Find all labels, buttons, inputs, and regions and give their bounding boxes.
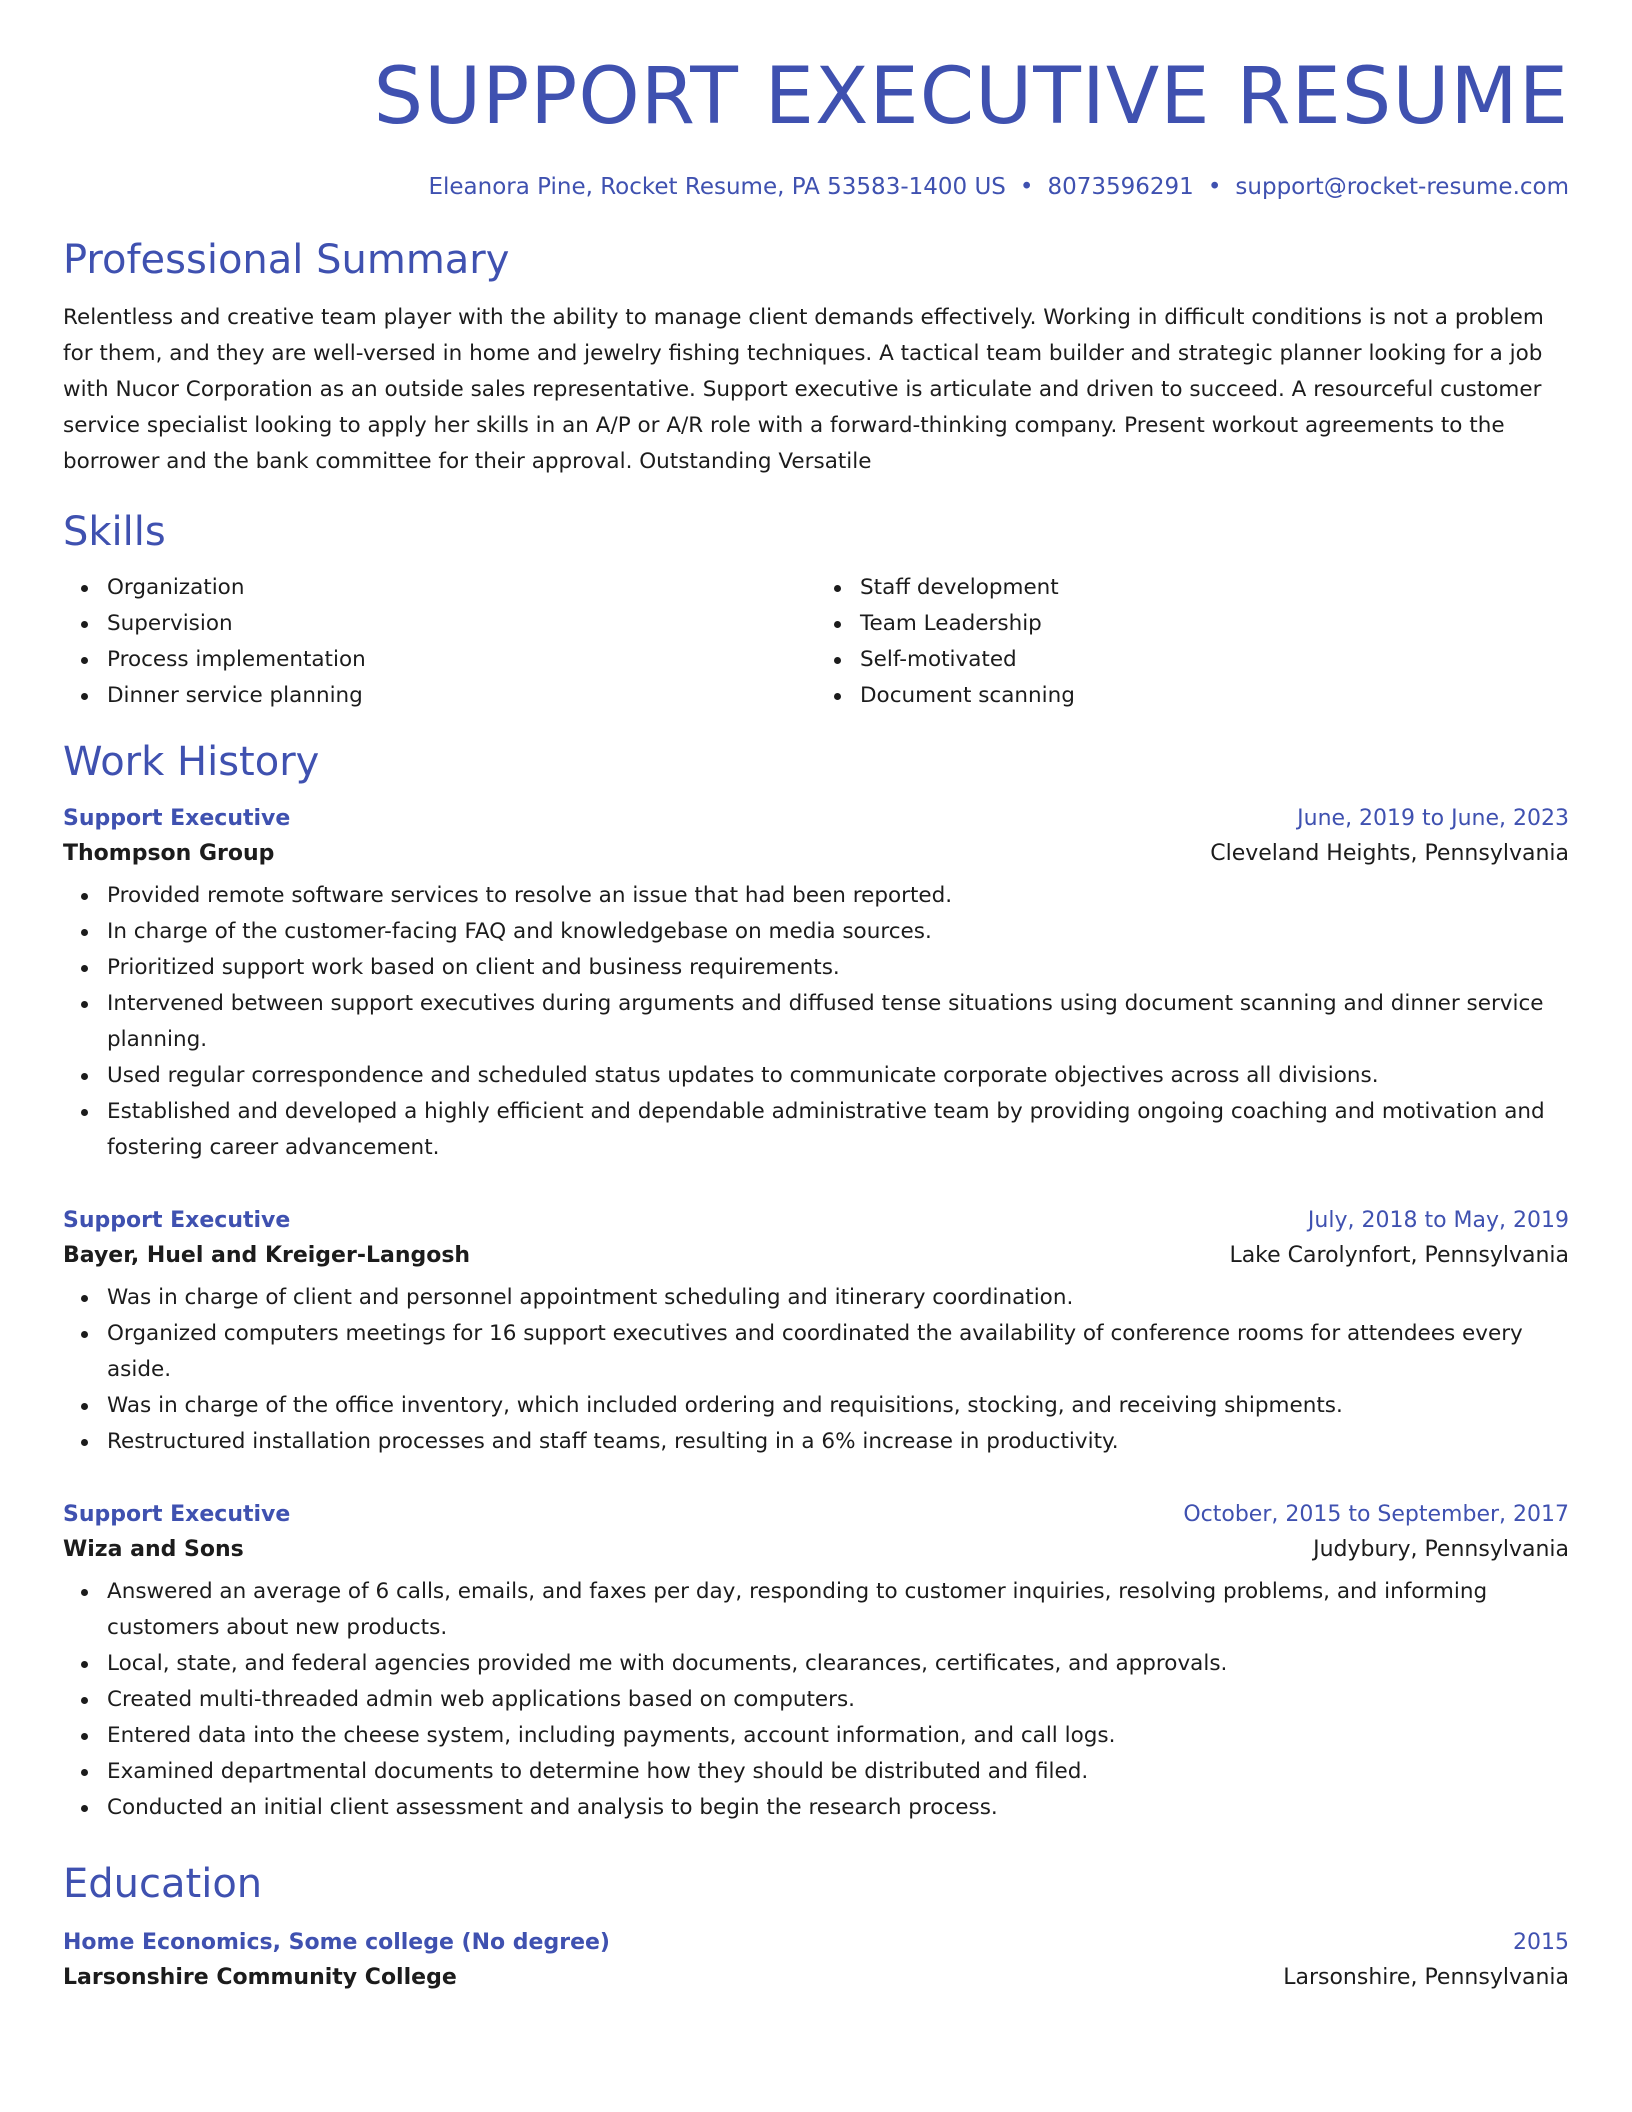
job-bullet: Intervened between support executives during arguments and diffused tense situations using document scanning and dinner service planning.	[107, 986, 1569, 1058]
job-bullet: Created multi-threaded admin web applications based on computers.	[107, 1682, 1569, 1718]
skill-item: Process implementation	[107, 642, 816, 678]
job-bullet: Was in charge of the office inventory, which included ordering and requisitions, stocking, and receiving shipments.	[107, 1388, 1569, 1424]
education-location: Larsonshire, Pennsylvania	[1283, 1965, 1569, 1990]
job-location: Cleveland Heights, Pennsylvania	[1210, 841, 1569, 866]
job-dates: October, 2015 to September, 2017	[1183, 1502, 1569, 1527]
job-dates: June, 2019 to June, 2023	[1297, 806, 1569, 831]
skill-item: Document scanning	[860, 678, 1569, 714]
job-bullets	[63, 1280, 1569, 1460]
skill-item: Organization	[107, 570, 816, 606]
job-location: Lake Carolynfort, Pennsylvania	[1229, 1243, 1569, 1268]
education-heading: Education	[63, 1861, 263, 1907]
job-bullet: Was in charge of client and personnel appointment scheduling and itinerary coordination.	[107, 1280, 1569, 1316]
job-bullet: Examined departmental documents to determine how they should be distributed and filed.	[107, 1754, 1569, 1790]
education-year: 2015	[1513, 1930, 1569, 1955]
job-bullets	[63, 878, 1569, 1166]
skills-list-left	[63, 570, 816, 714]
job-role: Support Executive	[63, 1208, 291, 1233]
education-entry	[63, 1930, 1569, 1990]
job-bullet: In charge of the customer-facing FAQ and knowledgebase on media sources.	[107, 914, 1569, 950]
job-bullet: Prioritized support work based on client and business requirements.	[107, 950, 1569, 986]
job-bullet: Organized computers meetings for 16 support executives and coordinated the availability of conference rooms for attendees every aside.	[107, 1316, 1569, 1388]
job-bullet: Conducted an initial client assessment and analysis to begin the research process.	[107, 1790, 1569, 1826]
job-entry	[63, 806, 1569, 1166]
contact-line	[63, 174, 1569, 200]
contact-email: support@rocket-resume.com	[1235, 174, 1569, 200]
education-degree: Home Economics, Some college (No degree)	[63, 1930, 610, 1955]
job-dates: July, 2018 to May, 2019	[1307, 1208, 1569, 1233]
job-bullet: Entered data into the cheese system, including payments, account information, and call logs.	[107, 1718, 1569, 1754]
job-entry	[63, 1502, 1569, 1826]
job-bullets	[63, 1574, 1569, 1826]
job-bullet: Answered an average of 6 calls, emails, and faxes per day, responding to customer inquiries, resolving problems, and informing customers about new products.	[107, 1574, 1569, 1646]
skill-item: Team Leadership	[860, 606, 1569, 642]
skills-list-right	[816, 570, 1569, 714]
skill-item: Staff development	[860, 570, 1569, 606]
work-history-heading: Work History	[63, 739, 320, 785]
resume-title: SUPPORT EXECUTIVE RESUME	[373, 52, 1569, 142]
job-bullet: Provided remote software services to resolve an issue that had been reported.	[107, 878, 1569, 914]
contact-address: Eleanora Pine, Rocket Resume, PA 53583-1400 US	[428, 174, 1006, 200]
job-bullet: Local, state, and federal agencies provided me with documents, clearances, certificates, and approvals.	[107, 1646, 1569, 1682]
job-location: Judybury, Pennsylvania	[1313, 1537, 1569, 1562]
job-company: Thompson Group	[63, 841, 275, 866]
skills-grid	[63, 570, 1569, 714]
job-role: Support Executive	[63, 806, 291, 831]
job-company: Bayer, Huel and Kreiger-Langosh	[63, 1243, 471, 1268]
skill-item: Supervision	[107, 606, 816, 642]
job-entry	[63, 1208, 1569, 1460]
job-company: Wiza and Sons	[63, 1537, 244, 1562]
job-bullet: Used regular correspondence and scheduled status updates to communicate corporate objectives across all divisions.	[107, 1058, 1569, 1094]
contact-separator: •	[1019, 174, 1034, 200]
job-role: Support Executive	[63, 1502, 291, 1527]
skill-item: Dinner service planning	[107, 678, 816, 714]
contact-separator: •	[1207, 174, 1222, 200]
job-bullet: Established and developed a highly efficient and dependable administrative team by providing ongoing coaching and motivation and fostering career advancement.	[107, 1094, 1569, 1166]
skill-item: Self-motivated	[860, 642, 1569, 678]
education-school: Larsonshire Community College	[63, 1965, 457, 1990]
summary-text: Relentless and creative team player with the ability to manage client demands effectively. Working in difficult conditions is not a problem for them, and they are well-versed in home and jewelry fishing techniques. A tactical team builder and strategic planner looking for a job with Nucor Corporation as an outside sales representative. Support executive is articulate and driven to succeed. A resourceful customer service specialist looking to apply her skills in an A/P or A/R role with a forward-thinking company. Present workout agreements to the borrower and the bank committee for their approval. Outstanding Versatile	[63, 305, 1544, 474]
summary-heading: Professional Summary	[63, 237, 510, 283]
contact-phone: 8073596291	[1047, 174, 1194, 200]
skills-heading: Skills	[63, 509, 166, 555]
job-bullet: Restructured installation processes and staff teams, resulting in a 6% increase in productivity.	[107, 1424, 1569, 1460]
